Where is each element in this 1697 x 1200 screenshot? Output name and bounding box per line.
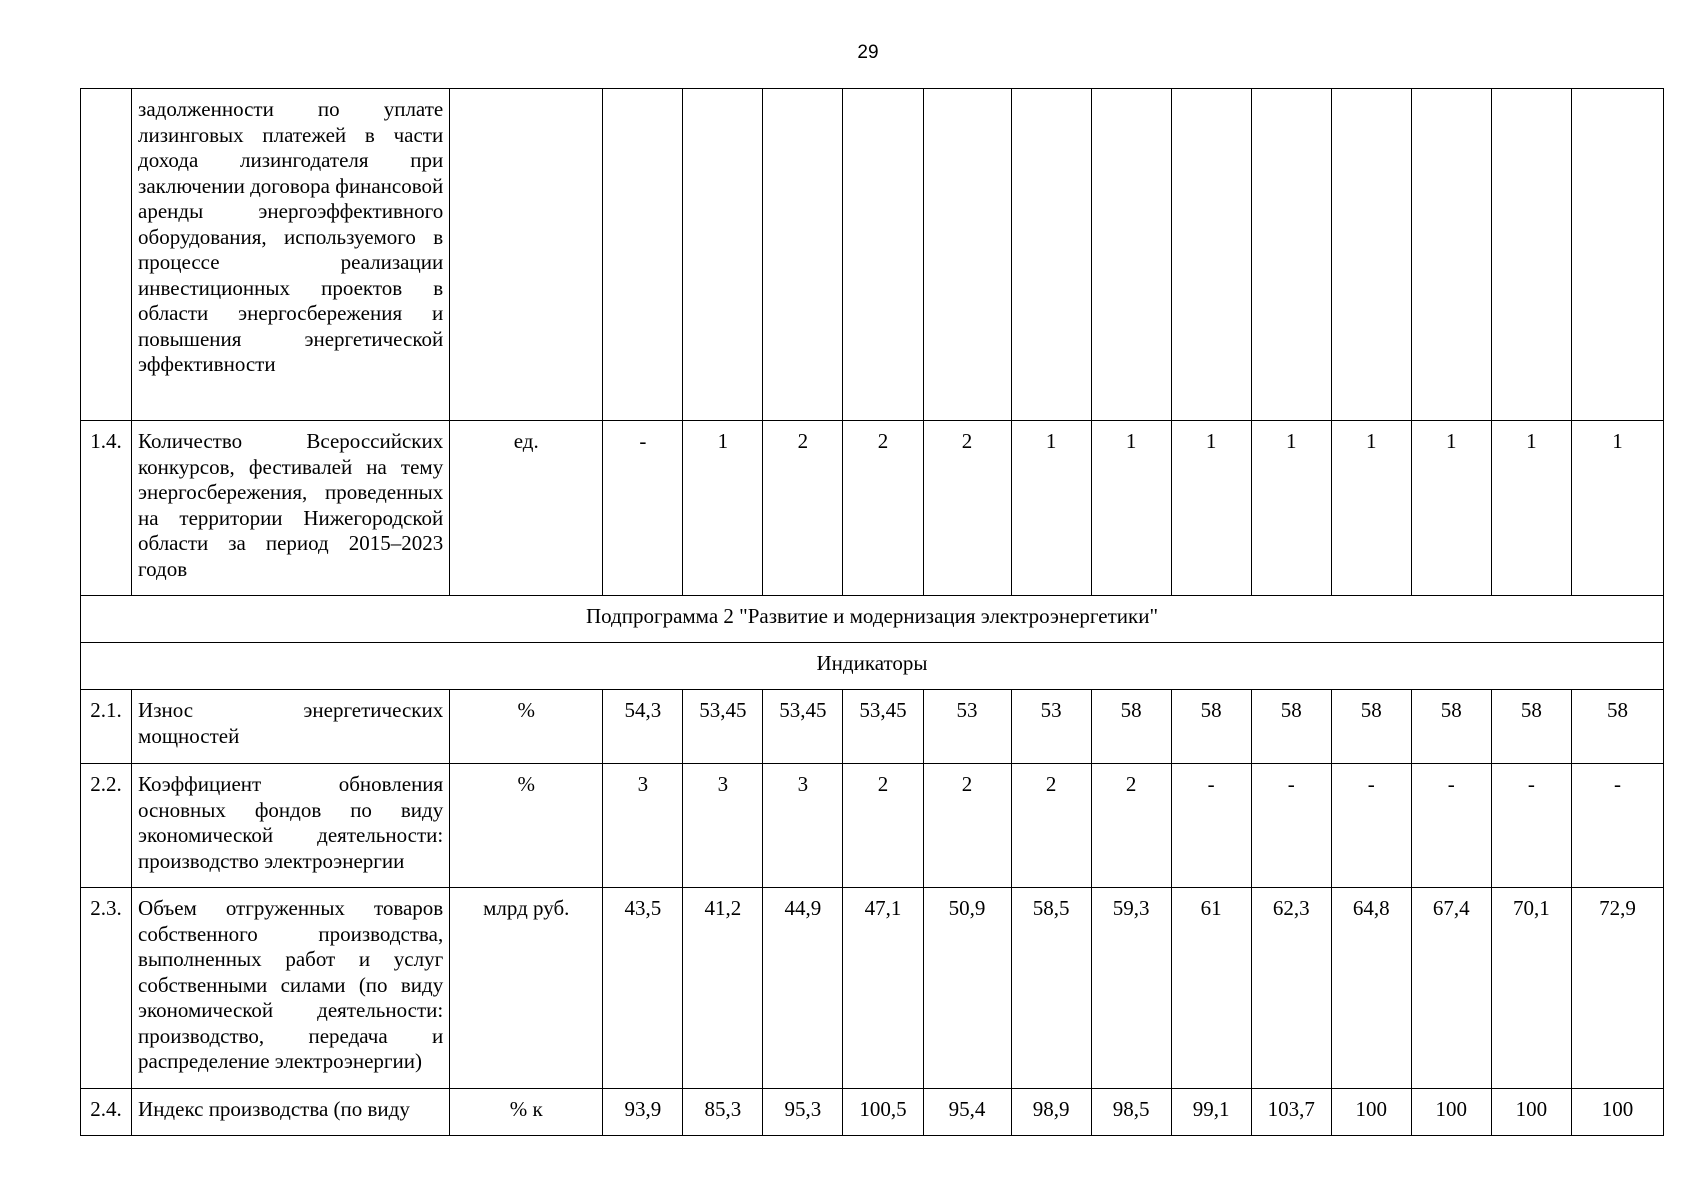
indicators-heading: Индикаторы <box>81 643 1664 690</box>
value-cell: 1 <box>683 421 763 596</box>
value-cell: 54,3 <box>603 690 683 764</box>
value-cell: 3 <box>603 764 683 888</box>
value-cell <box>603 89 683 421</box>
value-cell: 85,3 <box>683 1089 763 1136</box>
indicator-description: Износ энергетических мощностей <box>132 690 450 764</box>
value-cell: 98,5 <box>1091 1089 1171 1136</box>
value-cell <box>1571 89 1663 421</box>
value-cell: 58 <box>1251 690 1331 764</box>
value-cell: 2 <box>923 764 1011 888</box>
indicator-description: Коэффициент обновления основных фондов по виду экономической деятельности: производство электроэнергии <box>132 764 450 888</box>
value-cell: 41,2 <box>683 888 763 1089</box>
value-cell: 1 <box>1171 421 1251 596</box>
value-cell: 43,5 <box>603 888 683 1089</box>
value-cell <box>763 89 843 421</box>
value-cell <box>1331 89 1411 421</box>
value-cell: 70,1 <box>1491 888 1571 1089</box>
value-cell: - <box>1571 764 1663 888</box>
value-cell: 100 <box>1331 1089 1411 1136</box>
indicator-description: Объем отгруженных товаров собственного производства, выполненных работ и услуг собственными силами (по виду экономической деятельности: производство, передача и распределение электроэнергии) <box>132 888 450 1089</box>
value-cell: 95,3 <box>763 1089 843 1136</box>
value-cell: 1 <box>1331 421 1411 596</box>
value-cell: 58,5 <box>1011 888 1091 1089</box>
section-row <box>81 643 1664 690</box>
value-cell: 100 <box>1571 1089 1663 1136</box>
table-row <box>81 764 1664 888</box>
value-cell: 99,1 <box>1171 1089 1251 1136</box>
value-cell <box>1011 89 1091 421</box>
value-cell: 53 <box>1011 690 1091 764</box>
value-cell: 1 <box>1251 421 1331 596</box>
value-cell: 50,9 <box>923 888 1011 1089</box>
value-cell <box>1251 89 1331 421</box>
indicator-description: задолженности по уплате лизинговых платежей в части дохода лизингодателя при заключении договора финансовой аренды энергоэффективного оборудования, используемого в процессе реализации инвестиционных проектов в области энергосбережения и повышения энергетической эффективности <box>132 89 450 421</box>
unit-cell: % <box>450 764 603 888</box>
value-cell: 59,3 <box>1091 888 1171 1089</box>
value-cell: 2 <box>843 764 923 888</box>
row-number: 2.3. <box>81 888 132 1089</box>
value-cell: 1 <box>1011 421 1091 596</box>
unit-cell: млрд руб. <box>450 888 603 1089</box>
value-cell: 58 <box>1331 690 1411 764</box>
value-cell: 44,9 <box>763 888 843 1089</box>
value-cell: 72,9 <box>1571 888 1663 1089</box>
value-cell <box>1091 89 1171 421</box>
indicator-description: Индекс производства (по виду <box>132 1089 450 1136</box>
value-cell: 1 <box>1091 421 1171 596</box>
section-row <box>81 596 1664 643</box>
value-cell: 1 <box>1571 421 1663 596</box>
value-cell: 98,9 <box>1011 1089 1091 1136</box>
value-cell: 2 <box>843 421 923 596</box>
row-number: 2.2. <box>81 764 132 888</box>
value-cell: 100,5 <box>843 1089 923 1136</box>
table-row <box>81 1089 1664 1136</box>
value-cell: 2 <box>763 421 843 596</box>
value-cell: 100 <box>1491 1089 1571 1136</box>
table-row <box>81 421 1664 596</box>
value-cell: 95,4 <box>923 1089 1011 1136</box>
value-cell: 2 <box>1011 764 1091 888</box>
value-cell: 53 <box>923 690 1011 764</box>
table-row <box>81 888 1664 1089</box>
value-cell <box>1171 89 1251 421</box>
value-cell: 2 <box>923 421 1011 596</box>
value-cell: 2 <box>1091 764 1171 888</box>
value-cell: - <box>1491 764 1571 888</box>
row-number: 1.4. <box>81 421 132 596</box>
value-cell: - <box>603 421 683 596</box>
value-cell <box>843 89 923 421</box>
value-cell: 47,1 <box>843 888 923 1089</box>
value-cell: 58 <box>1571 690 1663 764</box>
value-cell: 3 <box>683 764 763 888</box>
table-row <box>81 89 1664 421</box>
unit-cell: % к <box>450 1089 603 1136</box>
page-number: 29 <box>857 42 879 63</box>
subprogram-title: Подпрограмма 2 "Развитие и модернизация электроэнергетики" <box>81 596 1664 643</box>
table-row <box>81 690 1664 764</box>
value-cell: 64,8 <box>1331 888 1411 1089</box>
value-cell: 58 <box>1091 690 1171 764</box>
value-cell: 1 <box>1491 421 1571 596</box>
unit-cell: % <box>450 690 603 764</box>
row-number <box>81 89 132 421</box>
value-cell: 58 <box>1171 690 1251 764</box>
indicators-table <box>80 88 1664 1136</box>
unit-cell: ед. <box>450 421 603 596</box>
unit-cell <box>450 89 603 421</box>
value-cell: 53,45 <box>683 690 763 764</box>
value-cell: 53,45 <box>843 690 923 764</box>
value-cell: 58 <box>1411 690 1491 764</box>
value-cell <box>1491 89 1571 421</box>
value-cell: 53,45 <box>763 690 843 764</box>
value-cell <box>683 89 763 421</box>
value-cell <box>923 89 1011 421</box>
value-cell: - <box>1251 764 1331 888</box>
value-cell: 1 <box>1411 421 1491 596</box>
row-number: 2.4. <box>81 1089 132 1136</box>
value-cell: 62,3 <box>1251 888 1331 1089</box>
value-cell: 58 <box>1491 690 1571 764</box>
value-cell: - <box>1171 764 1251 888</box>
value-cell: 67,4 <box>1411 888 1491 1089</box>
indicator-description: Количество Всероссийских конкурсов, фестивалей на тему энергосбережения, проведенных на территории Нижегородской области за период 2015–2023 годов <box>132 421 450 596</box>
value-cell: - <box>1331 764 1411 888</box>
value-cell <box>1411 89 1491 421</box>
value-cell: 61 <box>1171 888 1251 1089</box>
row-number: 2.1. <box>81 690 132 764</box>
value-cell: 100 <box>1411 1089 1491 1136</box>
value-cell: - <box>1411 764 1491 888</box>
value-cell: 93,9 <box>603 1089 683 1136</box>
value-cell: 103,7 <box>1251 1089 1331 1136</box>
value-cell: 3 <box>763 764 843 888</box>
